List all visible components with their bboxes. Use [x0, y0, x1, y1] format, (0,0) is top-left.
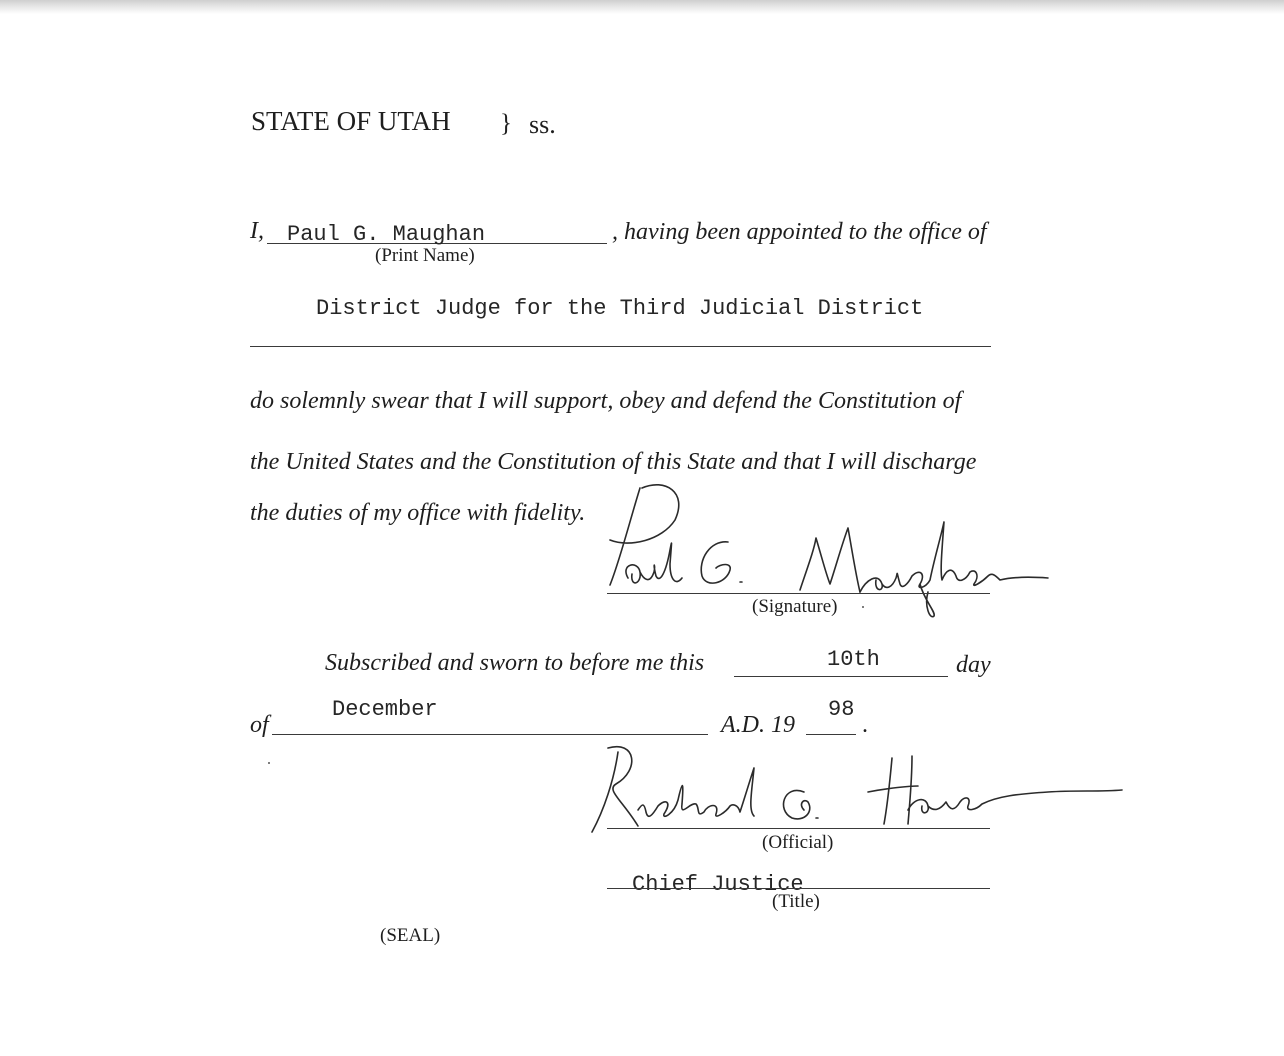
oath-line-2: the United States and the Constitution of this State and that I will discharge	[250, 449, 977, 475]
ad-label: A.D. 19	[721, 712, 795, 738]
year-period: .	[862, 712, 868, 738]
venue-state: STATE OF UTAH	[251, 106, 451, 136]
month-line	[272, 734, 708, 735]
official-signature	[578, 740, 1138, 840]
jurat-intro: Subscribed and sworn to before me this	[325, 650, 705, 676]
year-value: 98	[828, 697, 855, 722]
year-line	[806, 734, 856, 735]
venue-ss: ss.	[529, 110, 556, 139]
signature-caption: (Signature)	[752, 596, 838, 617]
scan-speck	[862, 606, 864, 608]
print-name-value: Paul G. Maughan	[287, 222, 486, 247]
title-value: Chief Justice	[632, 872, 804, 897]
scan-edge-shadow	[0, 0, 1284, 14]
day-value: 10th	[827, 647, 880, 672]
official-line	[607, 828, 990, 829]
oath-line-3: the duties of my office with fidelity.	[250, 500, 586, 526]
official-caption: (Official)	[762, 832, 834, 853]
signature-line	[607, 593, 990, 594]
oath-prefix: I,	[250, 218, 264, 244]
month-value: December	[332, 697, 438, 722]
seal-label: (SEAL)	[380, 925, 441, 946]
day-label: day	[956, 652, 991, 678]
office-line	[250, 346, 991, 347]
title-line	[607, 888, 990, 889]
print-name-caption: (Print Name)	[375, 245, 475, 266]
venue-brace: }	[500, 110, 512, 137]
of-label: of	[250, 712, 269, 738]
title-caption: (Title)	[772, 891, 820, 912]
scan-speck	[268, 762, 270, 764]
day-line	[734, 676, 948, 677]
office-value: District Judge for the Third Judicial District	[316, 296, 924, 321]
oath-after-name: , having been appointed to the office of	[612, 219, 987, 245]
oath-line-1: do solemnly swear that I will support, obey and defend the Constitution of	[250, 388, 962, 414]
